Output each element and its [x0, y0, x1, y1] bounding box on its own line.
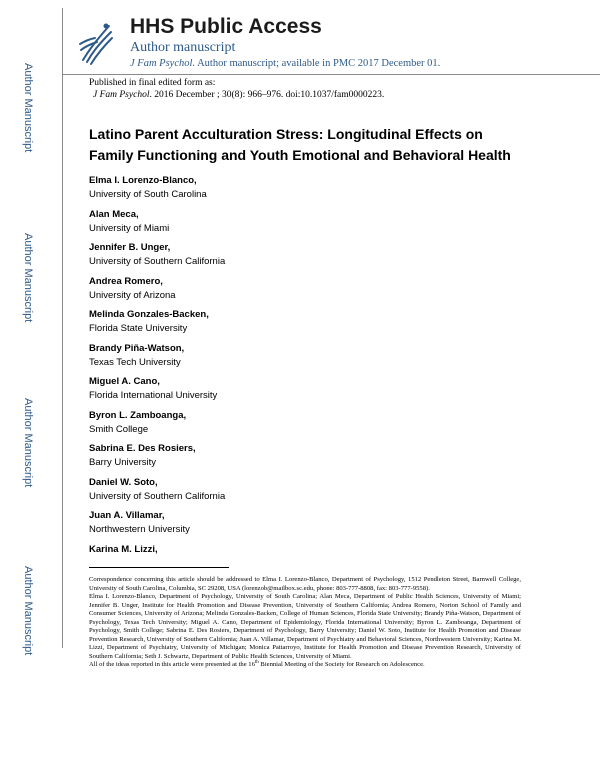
footnote-divider [89, 567, 229, 568]
affiliations-note: Elma I. Lorenzo-Blanco, Department of Psychology, University of South Carolina; Alan Meca, Department of Public Health Sciences, University of Miami; Jennifer B. Unger, Institute for Health Promotion and Disease Prevention, University of Southern California; Andrea Romero, Norton School of Family and Consumer Sciences, University of Arizona; Melinda Gonzales-Backen, College of Human Sciences, Florida State University; Brandy Piña-Watson, Department of Psychology, Texas Tech University; Miguel A. Cano, Department of Epidemiology, Florida International University; Byron L. Zamboanga, Department of Psychology, Smith College; Sabrina E. Des Rosiers, Department of Psychology, Barry University; Daniel W. Soto, Institute for Health Promotion and Disease Prevention Research, University of Southern California; Juan A. Villamar, Department of Psychiatry and Behavioral Sciences, Northwestern University; Karina M. Lizzi, Department of Psychiatry, University of Michigan; Monica Pattarroyo, Institute for Health Promotion and Disease Prevention Research, University of Southern California; Seth J. Schwartz, Department of Public Health Sciences, University of Miami. [89, 593, 521, 660]
author-entry [89, 208, 529, 242]
title-line: Latino Parent Acculturation Stress: Longitudinal Effects on [89, 126, 483, 142]
author-manuscript-label: Author manuscript [130, 40, 236, 55]
author-name: Jennifer B. Unger, [89, 242, 171, 253]
author-entry [89, 174, 529, 208]
author-entry [89, 543, 529, 577]
author-list [89, 174, 529, 576]
author-name: Andrea Romero, [89, 275, 163, 287]
author-affiliation: University of Southern California [89, 490, 226, 502]
sidebar-label: Author Manuscript [22, 233, 34, 323]
published-label: Published in final edited form as: [89, 78, 216, 88]
sidebar-label: Author Manuscript [22, 63, 34, 153]
presentation-note: All of the ideas reported in this article were presented at the 16th Biennial Meeting of the Society for Research on Adolescence. [89, 660, 425, 669]
correspondence-note: Correspondence concerning this article should be addressed to Elma I. Lorenzo-Blanco, Department of Psychology, 1512 Pendleton Street, Barnwell College, University of South Carolina, Columbia, SC 29208, USA (lorenzob@mailbox.sc.edu, phone: 803-777-8808, fax: 803-777-9558). [89, 576, 521, 592]
citation [93, 90, 384, 100]
author-name: Juan A. Villamar, [89, 510, 165, 521]
footnotes [89, 576, 521, 670]
author-affiliation: Northwestern University [89, 524, 190, 535]
sidebar-label: Author Manuscript [22, 566, 34, 656]
citation-details: . 2016 December ; 30(8): 966–976. doi:10.1037/fam0000223. [149, 90, 385, 100]
author-entry [89, 442, 529, 476]
availability-text: . Author manuscript; available in PMC 2017 December 01. [192, 58, 441, 69]
author-affiliation: Barry University [89, 457, 157, 468]
author-affiliation: University of Arizona [89, 289, 176, 301]
author-manuscript-sidebar [0, 0, 63, 776]
author-entry [89, 409, 529, 443]
author-affiliation: Smith College [89, 423, 149, 435]
author-affiliation: University of Southern California [89, 256, 226, 267]
sidebar-label: Author Manuscript [22, 398, 34, 488]
author-name: Alan Meca, [89, 208, 139, 220]
author-entry [89, 275, 529, 309]
author-affiliation: Florida State University [89, 323, 188, 334]
author-name: Miguel A. Cano, [89, 376, 160, 387]
article-title [89, 124, 569, 166]
title-line: Family Functioning and Youth Emotional and Behavioral Health [89, 147, 511, 163]
author-entry [89, 476, 529, 510]
author-name: Brandy Piña-Watson, [89, 342, 185, 354]
author-name: Sabrina E. Des Rosiers, [89, 443, 196, 454]
hhs-title: HHS Public Access [130, 15, 322, 38]
hhs-eagle-logo-icon [77, 20, 115, 66]
journal-abbrev: J Fam Psychol [130, 58, 193, 69]
author-name: Daniel W. Soto, [89, 476, 158, 488]
author-entry [89, 241, 529, 275]
author-name: Byron L. Zamboanga, [89, 409, 187, 421]
journal-availability [130, 58, 440, 69]
citation-journal: J Fam Psychol [93, 90, 150, 100]
author-entry [89, 342, 529, 376]
author-affiliation: University of South Carolina [89, 189, 207, 200]
sidebar-divider [62, 8, 63, 648]
header-divider [63, 74, 600, 75]
author-entry [89, 308, 529, 342]
author-affiliation: Florida International University [89, 390, 218, 401]
author-name: Melinda Gonzales-Backen, [89, 309, 209, 320]
author-affiliation: University of Miami [89, 222, 170, 234]
author-entry [89, 375, 529, 409]
author-affiliation: Texas Tech University [89, 356, 181, 368]
author-name: Karina M. Lizzi, [89, 543, 158, 555]
author-entry [89, 509, 529, 543]
author-name: Elma I. Lorenzo-Blanco, [89, 175, 197, 186]
